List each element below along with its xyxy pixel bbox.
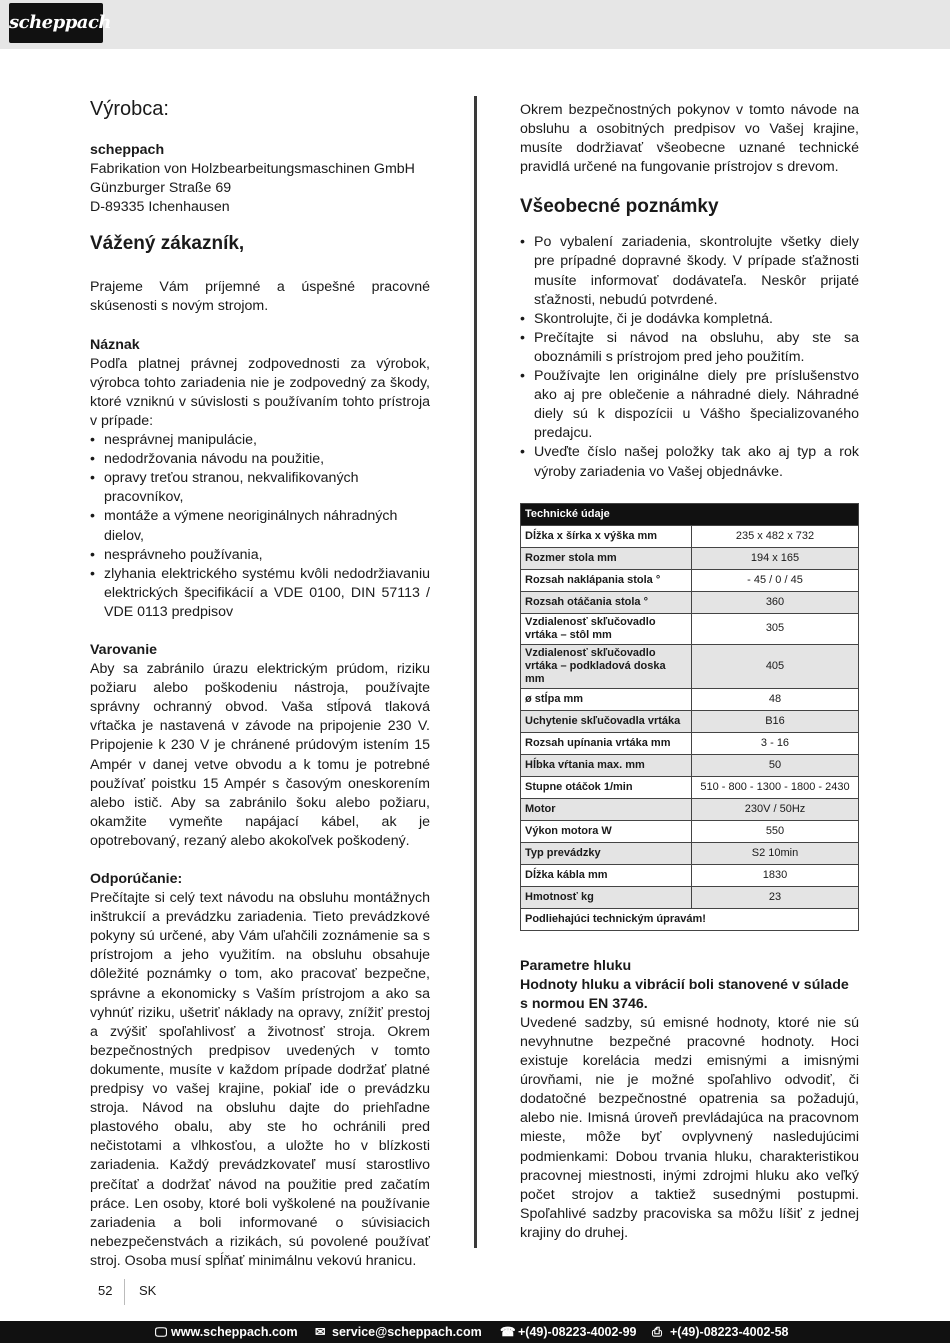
list-item: • montáže a výmene neoriginálnych náhradných dielov, <box>90 507 430 545</box>
table-row <box>521 798 859 820</box>
table-row <box>521 688 859 710</box>
spec-value: 23 <box>692 886 859 908</box>
general-notes-list <box>520 233 859 481</box>
list-item: • nedodržovania návodu na použitie, <box>90 450 430 469</box>
list-item: • Používajte len originálne diely pre príslušenstvo ako aj pre oblečenie a náhradné diely. Náhradné diely sú k dispozícii u Vášho špecializovaného predajcu. <box>520 367 859 443</box>
spec-label: Rozsah naklápania stola ° <box>521 569 692 591</box>
notice-title: Náznak <box>90 336 140 353</box>
spec-label: Uchytenie skľučovadla vrtáka <box>521 710 692 732</box>
company-name: scheppach <box>90 142 165 158</box>
notice-text: Podľa platnej právnej zodpovednosti za výrobok, výrobca tohto zariadenia nie je zodpovedný za škody, ktoré vzniknú v súvislosti s používaním tohto prístroja v prípade: <box>90 355 430 429</box>
spec-value: S2 10min <box>692 842 859 864</box>
advice-title: Odporúčanie: <box>90 871 183 887</box>
spec-label: ø stĺpa mm <box>521 688 692 710</box>
spec-value: - 45 / 0 / 45 <box>692 569 859 591</box>
language-code: SK <box>139 1283 157 1298</box>
list-item: • nesprávnej manipulácie, <box>90 431 430 450</box>
noise-subtitle: Hodnoty hluku a vibrácií boli stanovené v súlade s normou EN 3746. <box>520 976 849 1012</box>
spec-label: Hĺbka vŕtania max. mm <box>521 754 692 776</box>
table-row <box>521 710 859 732</box>
table-footer-row <box>521 908 859 930</box>
page-number: 52 <box>98 1283 113 1298</box>
table-row <box>521 886 859 908</box>
spec-label: Stupne otáčok 1/min <box>521 776 692 798</box>
greeting-text: Prajeme Vám príjemné a úspešné pracovné skúsenosti s novým strojom. <box>90 279 430 315</box>
spec-value: 405 <box>692 644 859 688</box>
mail-icon: ✉ <box>315 1325 326 1339</box>
footer-bar <box>0 1321 950 1343</box>
phone-icon: ☎ <box>500 1325 516 1339</box>
notice-list <box>90 431 430 622</box>
noise-title: Parametre hluku <box>520 957 632 974</box>
advice-text: Prečítajte si celý text návodu na obsluhu montážnych inštrukcií a prevádzku zariadenia. Tieto prevádzkové pokyny sú určené, aby Vám uľahčili zoznámenie sa s prístrojom a jeho využitím. na obsluhu obsahuje dôležité poznámky o tom, ako pracovať bezpečne, správne a ekonomicky s Vaším prístrojom a ako sa vyhnúť riziku, ušetriť náklady na opravy, znížiť prestoj a zvýšiť spoľahlivosť a životnosť stroja. Okrem bezpečnostných predpisov uvedených v tomto dokumente, musíte v každom prípade dodržať platné predpisy vo vašej krajine, pokiaľ ide o prevádzku stroja. Návod na obsluhu dajte do priehľadne plastového obalu, aby ste ho ochránili pred nečistotami a vlhkosťou, a uložte ho v blízkosti zariadenia. Každý prevádzkovateľ musí starostlivo prečítať a dodržať návod na použitie pred začatím práce. Len osoby, ktoré boli vyškolené na používanie zariadenia a boli informované o súvisiacich nebezpečenstvách a rizikách, sú povolené používať stroj. Osoba musí spĺňať minimálnu vekovú hranicu. <box>90 890 430 1269</box>
spec-value: 550 <box>692 820 859 842</box>
spec-label: Motor <box>521 798 692 820</box>
warning-text: Aby sa zabránilo úrazu elektrickým prúdom, riziku požiaru alebo poškodeniu nástroja, používajte správny ochranný obvod. Vaša stĺpová tlaková vŕtačka je nastavená v závode na pripojenie 230 V. Pripojenie k 230 V je chránené prúdovým istením 15 Ampér v danej vetve obvodu a k tomu je potrebné používať poistku 15 Ampér s časovým oneskorením alebo istič. Aby sa zabránilo šoku alebo požiaru, okamžite vymeňte napájací kábel, ak je opotrebovaný, rezaný alebo akokoľvek poškodený. <box>90 661 430 849</box>
spec-label: Rozmer stola mm <box>521 547 692 569</box>
table-row <box>521 732 859 754</box>
page-number-separator <box>124 1279 125 1305</box>
noise-text: Uvedené sadzby, sú emisné hodnoty, ktoré nie sú nevyhnutne bezpečné pracovné hodnoty. Hoci existuje korelácia medzi emisnými a imisnými úrovňami, nie je možné spoľahlivo odvodiť, či dodatočné bezpečnostné opatrenia sa požadujú, alebo nie. Imisná úroveň prevládajúca na pracovnom mieste, môže byť ovplyvnený nasledujúcimi podmienkami: Dobou trvania hluku, charakteristikou pracovnej miestnosti, inými zdrojmi hluku ako veľký počet strojov a taktiež susednými postupmi. Spoľahlivé sadzby pracoviska sa môžu líšiť z jednej krajiny do druhej. <box>520 1014 859 1241</box>
spec-value: 3 - 16 <box>692 732 859 754</box>
spec-label: Dĺžka kábla mm <box>521 864 692 886</box>
spec-value: 50 <box>692 754 859 776</box>
phone-number: +(49)-08223-4002-99 <box>518 1325 637 1339</box>
table-row <box>521 754 859 776</box>
monitor-icon: 🖵 <box>155 1325 168 1339</box>
fax-number: +(49)-08223-4002-58 <box>670 1325 789 1339</box>
address-line-1: Fabrikation von Holzbearbeitungsmaschinen GmbH <box>90 161 415 178</box>
warning-title: Varovanie <box>90 641 158 658</box>
tech-specs-table <box>520 503 859 931</box>
spec-label: Typ prevádzky <box>521 842 692 864</box>
table-row <box>521 547 859 569</box>
left-column <box>90 96 430 1271</box>
fax-icon: ⎙ <box>652 1325 663 1339</box>
spec-label: Výkon motora W <box>521 820 692 842</box>
website-link[interactable]: www.scheppach.com <box>171 1325 298 1339</box>
column-divider <box>474 96 477 1248</box>
list-item: • opravy treťou stranou, nekvalifikovaných pracovníkov, <box>90 469 430 507</box>
spec-value: 194 x 165 <box>692 547 859 569</box>
spec-label: Dĺžka x šírka x výška mm <box>521 525 692 547</box>
spec-value: 1830 <box>692 864 859 886</box>
general-notes-title: Všeobecné poznámky <box>520 196 719 218</box>
list-item: • nesprávneho používania, <box>90 546 430 565</box>
table-row <box>521 613 859 644</box>
table-row <box>521 525 859 547</box>
table-row <box>521 864 859 886</box>
table-row <box>521 842 859 864</box>
manufacturer-title: Výrobca: <box>90 98 169 120</box>
table-row <box>521 820 859 842</box>
header-bar <box>0 0 950 49</box>
spec-label: Vzdialenosť skľučovadlo vrtáka – stôl mm <box>521 613 692 644</box>
spec-value: 230V / 50Hz <box>692 798 859 820</box>
spec-value: 510 - 800 - 1300 - 1800 - 2430 <box>692 776 859 798</box>
list-item: • Po vybalení zariadenia, skontrolujte všetky diely pre prípadné dopravné škody. V prípade sťažnosti musíte informovať dodávateľa. Neskôr prijaté sťažnosti, nebudú potvrdené. <box>520 233 859 309</box>
right-column <box>520 101 859 1243</box>
table-header: Technické údaje <box>521 503 859 525</box>
list-item: • zlyhania elektrického systému kvôli nedodržiavaniu elektrických špecifikácií a VDE 0100, DIN 57113 / VDE 0113 predpisov <box>90 565 430 622</box>
list-item: • Skontrolujte, či je dodávka kompletná. <box>520 310 859 329</box>
spec-value: 235 x 482 x 732 <box>692 525 859 547</box>
table-row <box>521 569 859 591</box>
spec-value: 305 <box>692 613 859 644</box>
scheppach-logo <box>9 3 112 43</box>
table-row <box>521 591 859 613</box>
customer-title: Vážený zákazník, <box>90 233 245 255</box>
spec-value: B16 <box>692 710 859 732</box>
email-link[interactable]: service@scheppach.com <box>332 1325 482 1339</box>
spec-label: Hmotnosť kg <box>521 886 692 908</box>
table-row <box>521 776 859 798</box>
spec-label: Rozsah otáčania stola ° <box>521 591 692 613</box>
table-footer-note: Podliehajúci technickým úpravám! <box>521 908 859 930</box>
address-line-3: D-89335 Ichenhausen <box>90 199 230 216</box>
table-row <box>521 644 859 688</box>
spec-value: 360 <box>692 591 859 613</box>
spec-label: Rozsah upínania vrtáka mm <box>521 732 692 754</box>
logo-text: scheppach <box>9 12 112 33</box>
list-item: • Uveďte číslo našej položky tak ako aj typ a rok výroby zariadenia vo Vašej objednávke. <box>520 443 859 481</box>
address-line-2: Günzburger Straße 69 <box>90 180 232 197</box>
spec-value: 48 <box>692 688 859 710</box>
intro-text: Okrem bezpečnostných pokynov v tomto návode na obsluhu a osobitných predpisov vo Vašej krajine, musíte dodržiavať všeobecne uznané technické pravidlá určené na fungovanie prístrojov s drevom. <box>520 102 859 176</box>
list-item: • Prečítajte si návod na obsluhu, aby ste sa oboznámili s prístrojom pred jeho použitím. <box>520 329 859 367</box>
spec-label: Vzdialenosť skľučovadlo vrtáka – podkladová doska mm <box>521 644 692 688</box>
